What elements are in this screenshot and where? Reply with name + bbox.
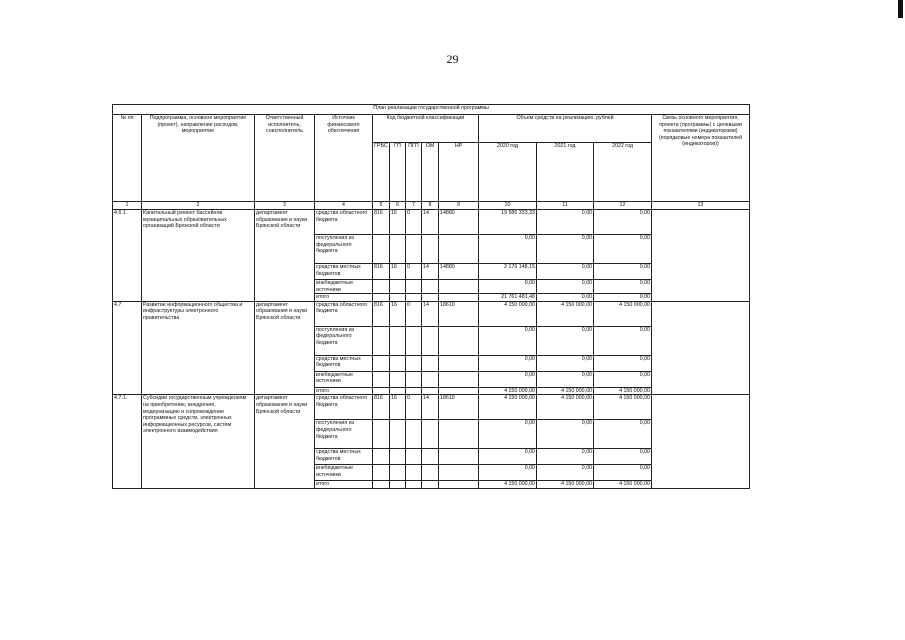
amount-2020: 0,00 bbox=[479, 465, 537, 481]
funding-source: поступления из федерального бюджета bbox=[315, 235, 373, 264]
amount-2022: 0,00 bbox=[594, 371, 652, 387]
funding-source: поступления из федерального бюджета bbox=[315, 420, 373, 449]
amount-2021: 0,00 bbox=[537, 355, 594, 371]
code-grbs: 816 bbox=[373, 395, 390, 420]
code-pgp bbox=[406, 355, 422, 371]
code-grbs: 816 bbox=[373, 264, 390, 280]
amount-2020: 4 150 000,00 bbox=[479, 387, 537, 395]
code-np bbox=[439, 326, 479, 355]
header-grbs: ГРБС bbox=[373, 143, 390, 202]
code-pgp bbox=[406, 465, 422, 481]
code-np: 14880 bbox=[439, 264, 479, 280]
code-grbs: 816 bbox=[373, 210, 390, 235]
row-number: 4.7.1. bbox=[113, 395, 142, 489]
measure-name: Субсидии государственным учреждениям на приобретение, внедрение, модернизацию и сопровождение программных средств, электронных информационных ресурсов, систем электронного взаимодействия bbox=[142, 395, 255, 489]
header-name: Подпрограмма, основное мероприятие (проект), направление расходов, мероприятие bbox=[142, 115, 255, 202]
header-num: № пп bbox=[113, 115, 142, 202]
column-number: 2 bbox=[142, 202, 255, 210]
code-gp bbox=[390, 420, 406, 449]
code-grbs bbox=[373, 235, 390, 264]
amount-2021: 0,00 bbox=[537, 326, 594, 355]
code-np bbox=[439, 449, 479, 465]
table-body bbox=[113, 210, 750, 489]
code-om bbox=[422, 387, 439, 395]
header-responsible: Ответственный исполнитель, соисполнитель bbox=[255, 115, 315, 202]
funding-source: поступления из федерального бюджета bbox=[315, 326, 373, 355]
amount-2020: 0,00 bbox=[479, 420, 537, 449]
code-gp: 16 bbox=[390, 301, 406, 326]
code-gp bbox=[390, 280, 406, 294]
header-source: Источник финансового обеспечения bbox=[315, 115, 373, 202]
header-volume-group: Объем средств на реализацию, рублей bbox=[479, 115, 652, 143]
header-2020: 2020 год bbox=[479, 143, 537, 202]
header-2021: 2021 год bbox=[537, 143, 594, 202]
amount-2022: 0,00 bbox=[594, 326, 652, 355]
code-grbs bbox=[373, 371, 390, 387]
column-number: 7 bbox=[406, 202, 422, 210]
code-grbs bbox=[373, 465, 390, 481]
amount-2022: 0,00 bbox=[594, 235, 652, 264]
amount-2020: 0,00 bbox=[479, 326, 537, 355]
code-gp bbox=[390, 294, 406, 302]
amount-2020: 4 150 000,00 bbox=[479, 481, 537, 489]
code-om: 14 bbox=[422, 210, 439, 235]
code-pgp bbox=[406, 387, 422, 395]
amount-2020: 2 176 148,15 bbox=[479, 264, 537, 280]
code-np: 14880 bbox=[439, 210, 479, 235]
code-np bbox=[439, 294, 479, 302]
column-number: 5 bbox=[373, 202, 390, 210]
code-pgp bbox=[406, 420, 422, 449]
column-number: 4 bbox=[315, 202, 373, 210]
amount-2022: 0,00 bbox=[594, 294, 652, 302]
amount-2020: 4 150 000,00 bbox=[479, 301, 537, 326]
code-gp bbox=[390, 355, 406, 371]
code-np bbox=[439, 420, 479, 449]
amount-2020: 21 761 481,48 bbox=[479, 294, 537, 302]
amount-2020: 0,00 bbox=[479, 280, 537, 294]
funding-source: итого bbox=[315, 481, 373, 489]
amount-2020: 0,00 bbox=[479, 235, 537, 264]
amount-2022: 4 150 000,00 bbox=[594, 301, 652, 326]
amount-2022: 4 150 000,00 bbox=[594, 387, 652, 395]
amount-2022: 0,00 bbox=[594, 280, 652, 294]
column-number: 10 bbox=[479, 202, 537, 210]
code-grbs bbox=[373, 449, 390, 465]
funding-source: средства местных бюджетов bbox=[315, 449, 373, 465]
amount-2020: 0,00 bbox=[479, 355, 537, 371]
header-pgp: ПГП bbox=[406, 143, 422, 202]
code-gp: 16 bbox=[390, 210, 406, 235]
code-gp bbox=[390, 387, 406, 395]
indicator-link bbox=[652, 395, 750, 489]
page-number: 29 bbox=[446, 52, 459, 66]
code-grbs bbox=[373, 481, 390, 489]
code-om bbox=[422, 235, 439, 264]
code-pgp bbox=[406, 481, 422, 489]
amount-2021: 4 150 000,00 bbox=[537, 301, 594, 326]
code-om bbox=[422, 449, 439, 465]
code-gp bbox=[390, 481, 406, 489]
code-grbs bbox=[373, 387, 390, 395]
amount-2022: 4 150 000,00 bbox=[594, 395, 652, 420]
column-number: 1 bbox=[113, 202, 142, 210]
table-row bbox=[113, 301, 750, 326]
funding-source: итого bbox=[315, 294, 373, 302]
header-om: ОМ bbox=[422, 143, 439, 202]
amount-2022: 0,00 bbox=[594, 210, 652, 235]
column-number: 8 bbox=[422, 202, 439, 210]
responsible-executor: департамент образования и науки Брянской области bbox=[255, 210, 315, 302]
scan-edge-mark bbox=[898, 0, 903, 18]
code-pgp: 0 bbox=[406, 395, 422, 420]
header-link: Связь основного мероприятия, проекта (программы) с целевыми показателями (индикаторами) (порядковые номера показателей (индикаторов)) bbox=[652, 115, 750, 202]
funding-source: внебюджетные источники bbox=[315, 371, 373, 387]
code-grbs: 816 bbox=[373, 301, 390, 326]
table-row bbox=[113, 395, 750, 420]
code-np bbox=[439, 280, 479, 294]
code-pgp bbox=[406, 235, 422, 264]
code-pgp bbox=[406, 449, 422, 465]
amount-2022: 0,00 bbox=[594, 465, 652, 481]
code-np bbox=[439, 235, 479, 264]
code-gp bbox=[390, 326, 406, 355]
code-np bbox=[439, 371, 479, 387]
column-number-row bbox=[113, 202, 750, 210]
column-number: 12 bbox=[594, 202, 652, 210]
code-pgp bbox=[406, 371, 422, 387]
code-om: 14 bbox=[422, 301, 439, 326]
funding-source: средства областного бюджета bbox=[315, 210, 373, 235]
code-gp bbox=[390, 465, 406, 481]
header-row bbox=[113, 115, 750, 143]
code-om bbox=[422, 371, 439, 387]
amount-2022: 0,00 bbox=[594, 449, 652, 465]
code-gp bbox=[390, 235, 406, 264]
code-om bbox=[422, 481, 439, 489]
code-np: 18610 bbox=[439, 301, 479, 326]
code-grbs bbox=[373, 326, 390, 355]
code-np: 18610 bbox=[439, 395, 479, 420]
funding-source: средства местных бюджетов bbox=[315, 355, 373, 371]
indicator-link bbox=[652, 210, 750, 302]
table-caption: План реализации государственной программы bbox=[113, 105, 750, 115]
header-code-group: Код бюджетной классификации bbox=[373, 115, 479, 143]
amount-2021: 4 150 000,00 bbox=[537, 481, 594, 489]
amount-2022: 0,00 bbox=[594, 355, 652, 371]
code-pgp bbox=[406, 280, 422, 294]
responsible-executor: департамент образования и науки Брянской области bbox=[255, 395, 315, 489]
code-om bbox=[422, 420, 439, 449]
amount-2022: 4 150 000,00 bbox=[594, 481, 652, 489]
code-gp bbox=[390, 371, 406, 387]
code-om bbox=[422, 280, 439, 294]
funding-source: средства областного бюджета bbox=[315, 395, 373, 420]
funding-source: средства областного бюджета bbox=[315, 301, 373, 326]
amount-2021: 0,00 bbox=[537, 420, 594, 449]
funding-source: средства местных бюджетов bbox=[315, 264, 373, 280]
column-number: 11 bbox=[537, 202, 594, 210]
amount-2021: 0,00 bbox=[537, 371, 594, 387]
funding-source: внебюджетные источники bbox=[315, 465, 373, 481]
amount-2021: 0,00 bbox=[537, 210, 594, 235]
code-np bbox=[439, 465, 479, 481]
amount-2021: 0,00 bbox=[537, 294, 594, 302]
header-2022: 2022 год bbox=[594, 143, 652, 202]
code-np bbox=[439, 387, 479, 395]
code-gp: 16 bbox=[390, 395, 406, 420]
code-om: 14 bbox=[422, 264, 439, 280]
code-grbs bbox=[373, 420, 390, 449]
amount-2021: 0,00 bbox=[537, 264, 594, 280]
code-gp: 16 bbox=[390, 264, 406, 280]
code-pgp: 0 bbox=[406, 264, 422, 280]
amount-2020: 0,00 bbox=[479, 371, 537, 387]
code-om bbox=[422, 326, 439, 355]
code-om bbox=[422, 465, 439, 481]
indicator-link bbox=[652, 301, 750, 395]
code-om bbox=[422, 294, 439, 302]
amount-2022: 0,00 bbox=[594, 420, 652, 449]
code-np bbox=[439, 355, 479, 371]
code-om: 14 bbox=[422, 395, 439, 420]
measure-name: Развитие информационного общества и инфраструктуры электронного правительства bbox=[142, 301, 255, 395]
code-grbs bbox=[373, 355, 390, 371]
code-grbs bbox=[373, 280, 390, 294]
header-gp: ГП bbox=[390, 143, 406, 202]
funding-source: внебюджетные источники bbox=[315, 280, 373, 294]
measure-name: Капитальный ремонт бассейнов муниципальных образовательных организаций Брянской области bbox=[142, 210, 255, 302]
code-np bbox=[439, 481, 479, 489]
funding-source: итого bbox=[315, 387, 373, 395]
column-number: 9 bbox=[439, 202, 479, 210]
amount-2022: 0,00 bbox=[594, 264, 652, 280]
column-number: 3 bbox=[255, 202, 315, 210]
code-grbs bbox=[373, 294, 390, 302]
amount-2021: 0,00 bbox=[537, 449, 594, 465]
amount-2020: 0,00 bbox=[479, 449, 537, 465]
amount-2021: 4 150 000,00 bbox=[537, 387, 594, 395]
amount-2020: 19 585 333,33 bbox=[479, 210, 537, 235]
column-number: 6 bbox=[390, 202, 406, 210]
code-om bbox=[422, 355, 439, 371]
amount-2020: 4 150 000,00 bbox=[479, 395, 537, 420]
column-number: 13 bbox=[652, 202, 750, 210]
responsible-executor: департамент образования и науки Брянской области bbox=[255, 301, 315, 395]
table-caption-row bbox=[113, 105, 750, 115]
amount-2021: 4 150 000,00 bbox=[537, 395, 594, 420]
table-row bbox=[113, 210, 750, 235]
row-number: 4.6.1. bbox=[113, 210, 142, 302]
code-pgp: 0 bbox=[406, 210, 422, 235]
budget-plan-table bbox=[112, 104, 750, 489]
header-np: НР bbox=[439, 143, 479, 202]
code-pgp bbox=[406, 326, 422, 355]
amount-2021: 0,00 bbox=[537, 280, 594, 294]
code-pgp bbox=[406, 294, 422, 302]
row-number: 4.7. bbox=[113, 301, 142, 395]
amount-2021: 0,00 bbox=[537, 235, 594, 264]
amount-2021: 0,00 bbox=[537, 465, 594, 481]
code-gp bbox=[390, 449, 406, 465]
code-pgp: 0 bbox=[406, 301, 422, 326]
